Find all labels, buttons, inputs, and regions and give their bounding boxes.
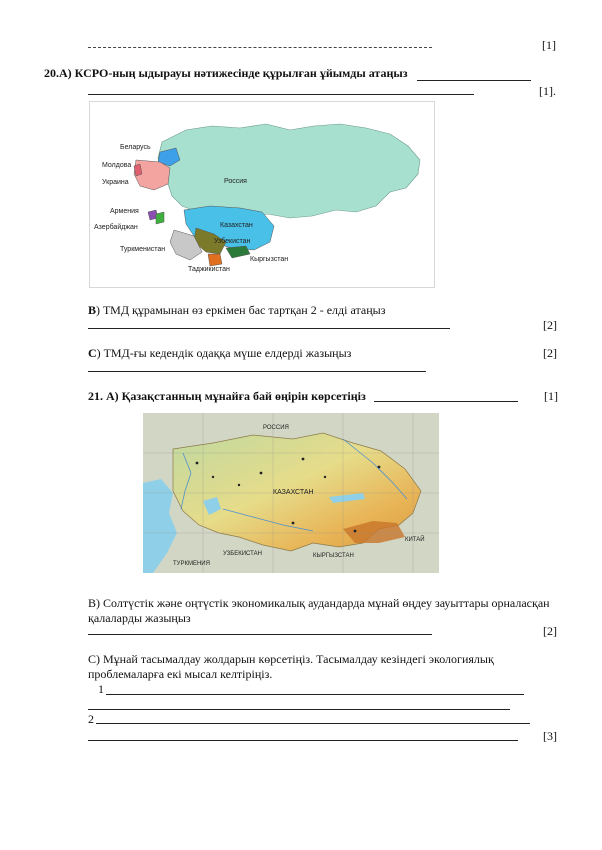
q21c-text-1: С) Мұнай тасымалдау жолдарын көрсетіңіз. Тасымалдау кезіндегі экологиялық bbox=[88, 652, 494, 666]
kz-map-label-uzbekistan: УЗБЕКИСТАН bbox=[223, 551, 262, 557]
q21c-number-1: 1 bbox=[98, 682, 104, 696]
q20a-mark: [1]. bbox=[539, 84, 556, 98]
kz-map-label-russia: РОССИЯ bbox=[263, 425, 289, 431]
q20c-mark: [2] bbox=[543, 346, 557, 360]
cis-map bbox=[89, 101, 435, 288]
q20b-mark: [2] bbox=[543, 318, 557, 332]
map-label-armenia: Армения bbox=[110, 208, 139, 215]
tajikistan-region bbox=[208, 254, 222, 266]
map-label-uzbekistan: Узбекистан bbox=[214, 238, 251, 245]
q21c-answer-line-2[interactable] bbox=[96, 723, 530, 724]
kz-map-label-kyrgyzstan: КЫРГЫЗСТАН bbox=[313, 553, 354, 559]
q20c-letter: С bbox=[88, 346, 97, 360]
map-label-ukraine: Украина bbox=[102, 179, 129, 186]
kz-map-label-china: КИТАЙ bbox=[405, 537, 425, 543]
mark-top: [1] bbox=[542, 38, 556, 52]
map-label-azerbaijan: Азербайджан bbox=[94, 224, 138, 231]
q20c-text bbox=[88, 346, 351, 361]
q21b-text-2: қалаларды жазыңыз bbox=[88, 611, 191, 625]
map-label-turkmenistan: Туркменистан bbox=[120, 246, 166, 253]
kz-map-label-turkmenistan: ТУРКМЕНИЯ bbox=[173, 561, 210, 567]
kazakhstan-map bbox=[143, 413, 439, 573]
q21b-mark: [2] bbox=[543, 624, 557, 638]
q21a-mark: [1] bbox=[544, 389, 558, 403]
q20c-answer-line[interactable] bbox=[88, 371, 426, 372]
map-label-belarus: Беларусь bbox=[120, 144, 151, 151]
map-label-kyrgyzstan: Кыргызстан bbox=[250, 256, 289, 263]
q21a-answer-line[interactable] bbox=[374, 401, 518, 402]
q20b-body: ) ТМД құрамынан өз еркімен бас тартқан 2 - елді атаңыз bbox=[96, 303, 386, 317]
map-label-kazakhstan: Казахстан bbox=[220, 222, 253, 229]
q21b-text-1: В) Солтүстік және оңтүстік экономикалық аудандарда мұнай өңдеу зауыттары орналасқан bbox=[88, 596, 550, 610]
answer-line-top[interactable] bbox=[88, 47, 432, 48]
q21c-answer-line-1[interactable] bbox=[106, 694, 524, 695]
map-label-russia: Россия bbox=[224, 178, 247, 185]
q20b-letter: В bbox=[88, 303, 97, 317]
q20a-answer-line-2[interactable] bbox=[88, 94, 474, 95]
q21b-answer-line[interactable] bbox=[88, 634, 432, 635]
q21a-title: 21. А) Қазақстанның мұнайға бай өңірін көрсетіңіз bbox=[88, 389, 366, 403]
q21c-answer-line-1b[interactable] bbox=[88, 709, 510, 710]
q20a-answer-line-1[interactable] bbox=[417, 80, 531, 81]
kz-map-label-kazakhstan: КАЗАХСТАН bbox=[273, 489, 314, 496]
q20a-title: 20.А) КСРО-ның ыдырауы нәтижесінде құрылған ұйымды атаңыз bbox=[44, 66, 408, 80]
map-label-moldova: Молдова bbox=[102, 162, 132, 169]
q20c-body: ) ТМД-ғы кедендік одаққа мүше елдерді жазыңыз bbox=[96, 346, 352, 360]
q21c-number-2: 2 bbox=[88, 712, 94, 726]
q20b-text bbox=[88, 303, 385, 318]
q21c-answer-line-2b[interactable] bbox=[88, 740, 518, 741]
q21c-text-2: проблемаларға екі мысал келтіріңіз. bbox=[88, 667, 273, 681]
q21c-mark: [3] bbox=[543, 729, 557, 743]
q20b-answer-line[interactable] bbox=[88, 328, 450, 329]
map-label-tajikistan: Таджикистан bbox=[188, 266, 230, 273]
azerbaijan-region bbox=[156, 212, 164, 224]
